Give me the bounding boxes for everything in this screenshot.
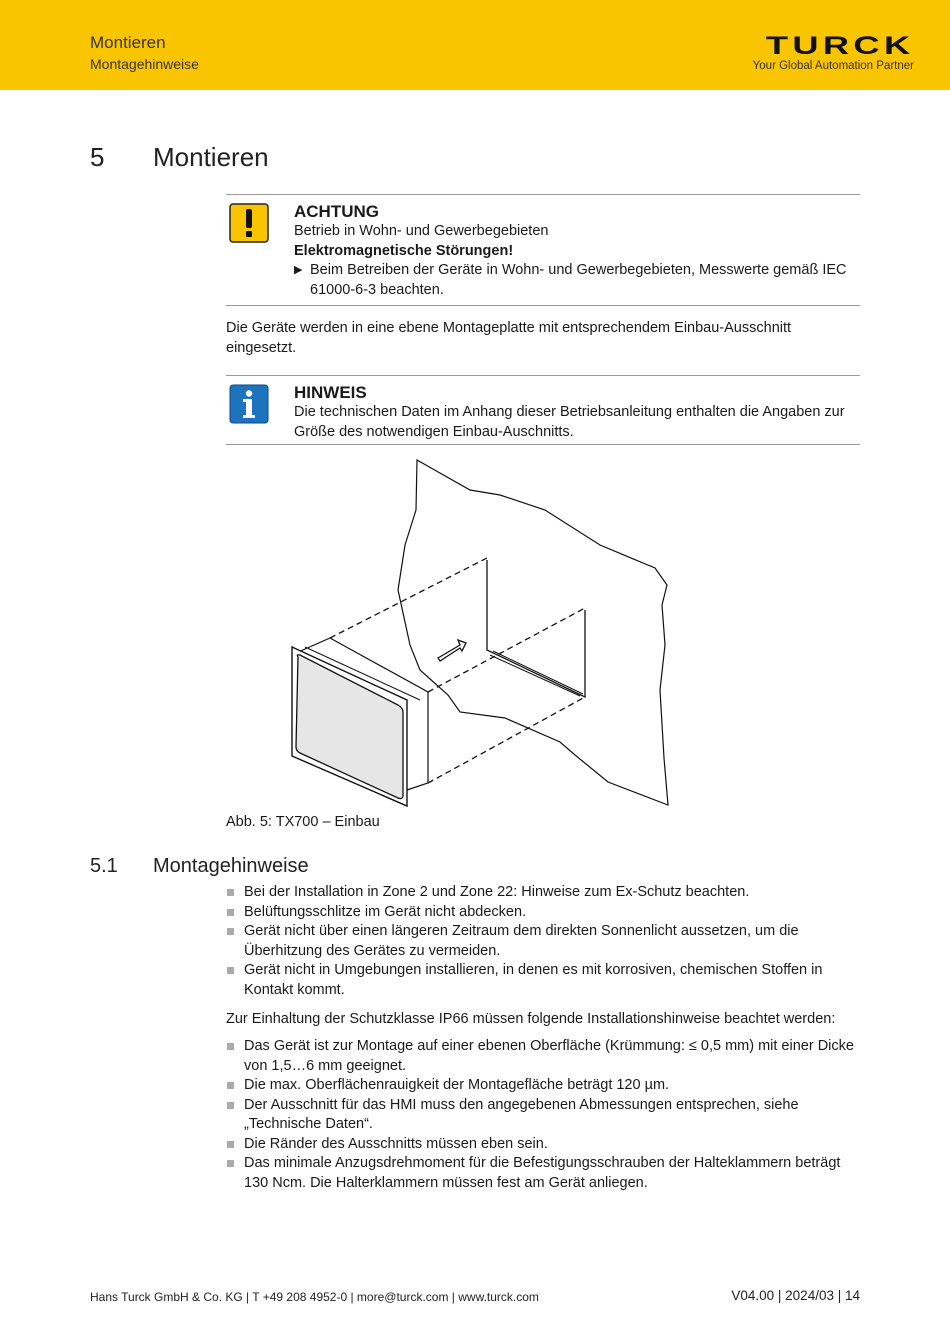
- warning-instruction: [294, 261, 860, 300]
- list-item: Die Ränder des Ausschnitts müssen eben sein.: [226, 1135, 860, 1155]
- warning-notice: [226, 194, 860, 306]
- ip66-hints-list: [226, 1037, 860, 1193]
- header-section-title: Montagehinweise: [90, 56, 199, 72]
- square-bullet-icon: [227, 1160, 234, 1167]
- turck-logo: TURCK: [765, 32, 914, 60]
- section-title: Montieren: [153, 142, 269, 172]
- warning-exclamation-icon: [229, 203, 269, 243]
- list-item: Gerät nicht über einen längeren Zeitraum dem direkten Sonnenlicht aussetzen, um die Überhitzung des Gerätes zu vermeiden.: [226, 922, 860, 961]
- footer-version-page: V04.00 | 2024/03 | 14: [731, 1288, 860, 1303]
- hint-notice: [226, 375, 860, 445]
- figure-caption: Abb. 5: TX700 – Einbau: [226, 814, 380, 830]
- warning-heading: ACHTUNG: [294, 202, 379, 221]
- hint-text: Die technischen Daten im Anhang dieser Betriebsanleitung enthalten die Angaben zur Größe des notwendigen Einbau-Auschnitts.: [294, 404, 845, 440]
- list-item: Gerät nicht in Umgebungen installieren, in denen es mit korrosiven, chemischen Stoffen in Kontakt kommt.: [226, 961, 860, 1000]
- list-item: Belüftungsschlitze im Gerät nicht abdecken.: [226, 903, 860, 923]
- intro-paragraph: Die Geräte werden in eine ebene Montageplatte mit entsprechendem Einbau-Ausschnitt eingesetzt.: [226, 320, 792, 356]
- list-item: Das minimale Anzugsdrehmoment für die Befestigungsschrauben der Halteklammern beträgt 130 Ncm. Die Halterklammern müssen fest am Gerät anliegen.: [226, 1154, 860, 1193]
- logo-tagline: Your Global Automation Partner: [752, 60, 914, 72]
- section-number: 5: [90, 142, 105, 172]
- list-item: Bei der Installation in Zone 2 und Zone 22: Hinweise zum Ex-Schutz beachten.: [226, 883, 860, 903]
- info-icon: [229, 384, 269, 424]
- square-bullet-icon: [227, 889, 234, 896]
- square-bullet-icon: [227, 967, 234, 974]
- subsection-title: Montagehinweise: [153, 855, 309, 877]
- mounting-plate: [398, 460, 668, 805]
- list-item: Der Ausschnitt für das HMI muss den angegebenen Abmessungen entsprechen, siehe „Technische Daten“.: [226, 1096, 860, 1135]
- subsection-number: 5.1: [90, 855, 118, 877]
- list-item: Das Gerät ist zur Montage auf einer ebenen Oberfläche (Krümmung: ≤ 0,5 mm) mit einer Dicke von 1,5…6 mm geeignet.: [226, 1037, 860, 1076]
- list-item: Die max. Oberflächenrauigkeit der Montagefläche beträgt 120 µm.: [226, 1076, 860, 1096]
- square-bullet-icon: [227, 909, 234, 916]
- footer-contact: Hans Turck GmbH & Co. KG | T +49 208 4952-0 | more@turck.com | www.turck.com: [90, 1290, 539, 1304]
- triangle-bullet-icon: ▶: [294, 264, 303, 276]
- ip66-intro: Zur Einhaltung der Schutzklasse IP66 müssen folgende Installationshinweise beachtet werden:: [226, 1011, 836, 1027]
- warning-hazard: Elektromagnetische Störungen!: [294, 242, 514, 259]
- square-bullet-icon: [227, 928, 234, 935]
- warning-context: Betrieb in Wohn- und Gewerbegebieten: [294, 223, 549, 239]
- hint-heading: HINWEIS: [294, 383, 367, 402]
- page-header: [0, 0, 950, 90]
- installation-illustration: [280, 455, 680, 815]
- square-bullet-icon: [227, 1043, 234, 1050]
- square-bullet-icon: [227, 1141, 234, 1148]
- square-bullet-icon: [227, 1082, 234, 1089]
- header-chapter-title: Montieren: [90, 33, 166, 52]
- general-hints-list: [226, 883, 860, 1000]
- warning-instruction-text: Beim Betreiben der Geräte in Wohn- und Gewerbegebieten, Messwerte gemäß IEC 61000-6-3 beachten.: [310, 262, 847, 298]
- square-bullet-icon: [227, 1102, 234, 1109]
